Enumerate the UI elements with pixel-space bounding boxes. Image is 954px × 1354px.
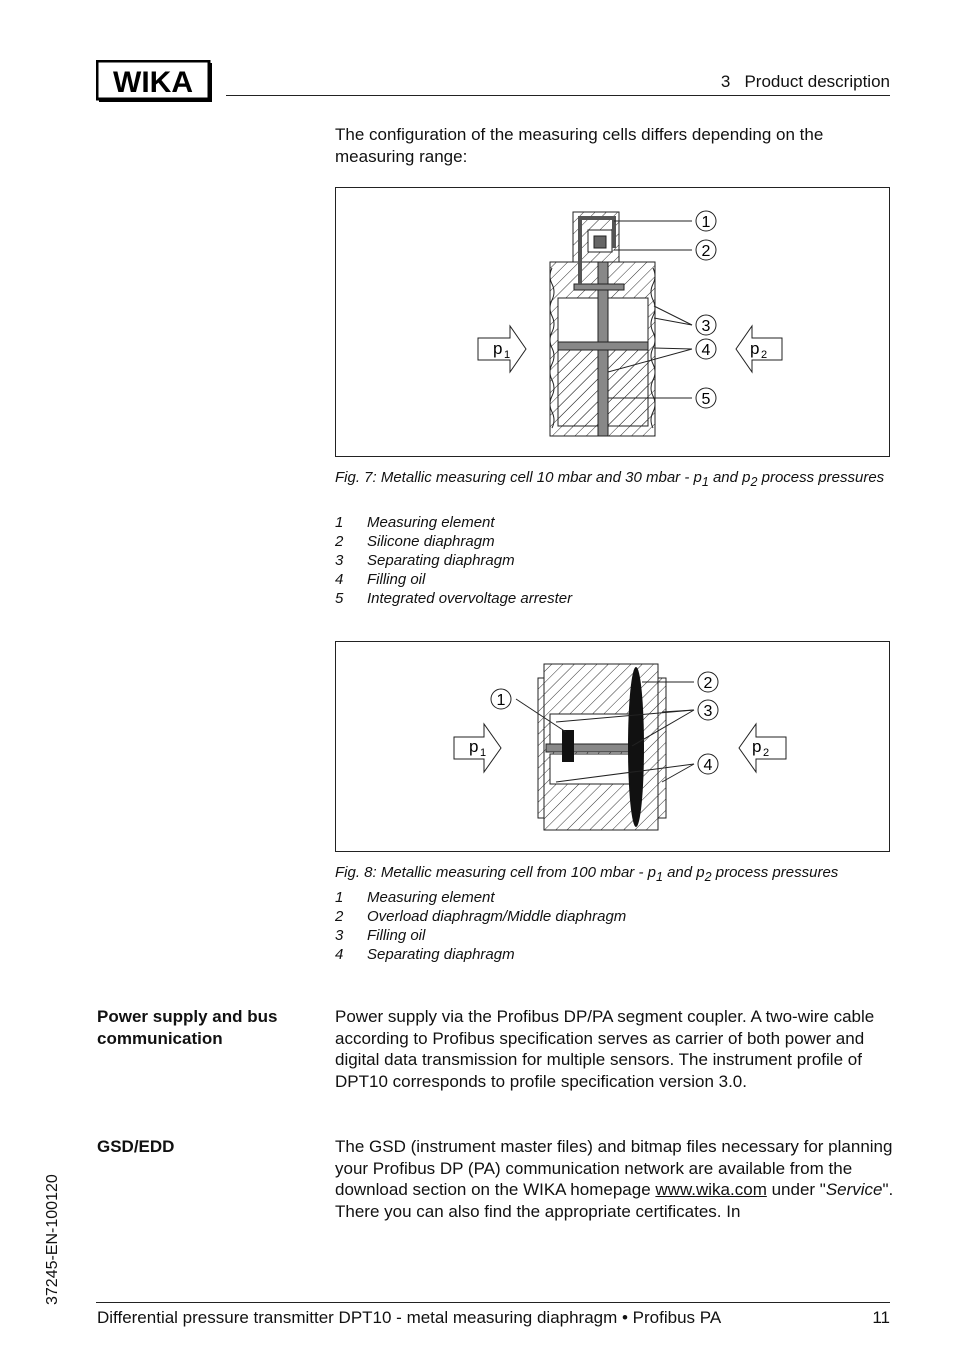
legend-item: 1 Measuring element bbox=[335, 514, 495, 531]
svg-text:p: p bbox=[469, 737, 479, 756]
svg-text:3: 3 bbox=[701, 318, 711, 335]
legend-item: 5 Integrated overvoltage arrester bbox=[335, 590, 573, 607]
p2-arrow bbox=[736, 326, 782, 372]
callout-1 bbox=[696, 211, 716, 231]
figure-7-caption: Fig. 7: Metallic measuring cell 10 mbar and 30 mbar - $p_1$ and $p_2$ process pressures bbox=[335, 469, 885, 489]
callout-2 bbox=[698, 672, 718, 692]
legend-item: 3 Filling oil bbox=[335, 927, 426, 944]
section-body-power-supply: Power supply via the Profibus DP/PA segment coupler. A two-wire cable according to Profibus specification serves as carrier of both power and digital data transmission for multiple sensors. The instrument profile of DPT10 corresponds to profile specification version 3.0. bbox=[335, 1007, 875, 1091]
figure-7-legend bbox=[335, 513, 572, 608]
section-heading-gsd-edd: GSD/EDD bbox=[97, 1137, 175, 1156]
callout-2 bbox=[696, 240, 716, 260]
header-rule bbox=[226, 95, 890, 96]
p2-arrow bbox=[739, 724, 786, 772]
svg-text:2: 2 bbox=[761, 349, 768, 361]
legend-item: 1 Measuring element bbox=[335, 889, 495, 906]
footer-rule bbox=[96, 1302, 890, 1303]
p1-arrow bbox=[478, 326, 526, 372]
wika-homepage-link[interactable]: www.wika.com bbox=[655, 1180, 767, 1200]
svg-text:4: 4 bbox=[701, 342, 711, 359]
svg-text:5: 5 bbox=[701, 391, 711, 408]
callout-5 bbox=[696, 388, 716, 408]
callout-3 bbox=[698, 700, 718, 720]
legend-item: 4 Filling oil bbox=[335, 571, 426, 588]
figure-8 bbox=[335, 641, 890, 852]
figure-8-legend bbox=[335, 888, 626, 964]
legend-item: 4 Separating diaphragm bbox=[335, 946, 515, 963]
figure-7-drawing bbox=[336, 188, 889, 456]
svg-text:1: 1 bbox=[504, 349, 511, 361]
svg-text:p: p bbox=[752, 737, 762, 756]
callout-1 bbox=[491, 689, 511, 709]
svg-text:1: 1 bbox=[701, 214, 711, 231]
callout-3 bbox=[696, 315, 716, 335]
footer-title: Differential pressure transmitter DPT10 - metal measuring diaphragm • Profibus PA bbox=[97, 1308, 722, 1327]
figure-8-caption: Fig. 8: Metallic measuring cell from 100 mbar - $p_1$ and $p_2$ process pressures bbox=[335, 864, 839, 884]
svg-text:3: 3 bbox=[703, 703, 713, 720]
intro-paragraph: The configuration of the measuring cells differs depending on the measuring range: bbox=[335, 125, 824, 166]
logo-text: WIKA bbox=[113, 66, 193, 99]
svg-text:1: 1 bbox=[480, 747, 487, 759]
section-body-gsd-edd: The GSD (instrument master files) and bitmap files necessary for planning your Profibus DP (PA) communication network are available from the download section on the WIKA homepage www.wika.com under "Service". There you can also find the appropriate certificates. In bbox=[335, 1137, 894, 1221]
legend-item: 2 Silicone diaphragm bbox=[335, 533, 495, 550]
callout-4 bbox=[698, 754, 718, 774]
page-number: 11 bbox=[872, 1308, 890, 1327]
wika-logo bbox=[96, 60, 213, 102]
document-number: 37245-EN-100120 bbox=[44, 1174, 61, 1305]
legend-item: 2 Overload diaphragm/Middle diaphragm bbox=[335, 908, 627, 925]
svg-text:2: 2 bbox=[703, 675, 713, 692]
section-title: 3 Product description bbox=[720, 72, 890, 91]
svg-text:p: p bbox=[750, 339, 760, 358]
svg-text:p: p bbox=[493, 339, 503, 358]
section-heading-power-supply: Power supply and bus communication bbox=[97, 1007, 278, 1048]
svg-text:4: 4 bbox=[703, 757, 713, 774]
svg-text:2: 2 bbox=[701, 243, 711, 260]
svg-text:2: 2 bbox=[763, 747, 770, 759]
svg-text:1: 1 bbox=[496, 692, 506, 709]
figure-8-drawing bbox=[336, 642, 889, 851]
p1-arrow bbox=[454, 724, 501, 772]
callout-4 bbox=[696, 339, 716, 359]
figure-7 bbox=[335, 187, 890, 457]
legend-item: 3 Separating diaphragm bbox=[335, 552, 515, 569]
